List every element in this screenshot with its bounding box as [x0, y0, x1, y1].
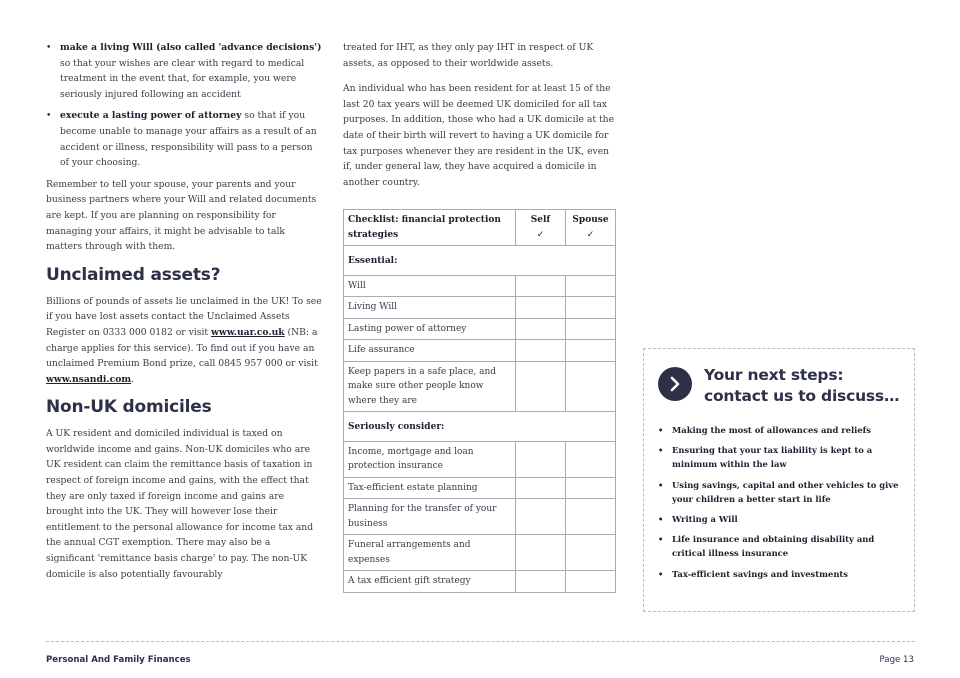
footer-divider	[46, 641, 915, 642]
checklist-item: Life assurance	[344, 340, 516, 362]
self-checkbox-cell[interactable]	[516, 275, 566, 297]
will-bullet-list	[46, 40, 322, 171]
remember-paragraph: Remember to tell your spouse, your parents and your business partners where your Will and related documents are kept. If you are planning on responsibility for managing your affairs, it might be advisable to talk matters through with them.	[46, 178, 317, 253]
section-row	[344, 246, 616, 276]
self-checkbox-cell[interactable]	[516, 499, 566, 535]
next-steps-box	[643, 348, 915, 612]
spouse-checkbox-cell[interactable]	[566, 340, 616, 362]
self-checkbox-cell[interactable]	[516, 477, 566, 499]
table-row	[344, 499, 616, 535]
checklist-item: Keep papers in a safe place, and make sure other people know where they are	[344, 361, 516, 412]
non-uk-domiciles-heading: Non-UK domiciles	[46, 397, 212, 418]
text-span: .	[131, 373, 134, 385]
checklist-item: Will	[344, 275, 516, 297]
middle-column	[343, 40, 618, 190]
list-item: • Writing a Will	[658, 512, 900, 526]
footer-title: Personal And Family Finances	[46, 655, 191, 665]
table-row	[344, 361, 616, 412]
self-label: Self	[530, 215, 551, 225]
self-checkbox-cell[interactable]	[516, 318, 566, 340]
spouse-checkbox-cell[interactable]	[566, 441, 616, 477]
checklist-item: Lasting power of attorney	[344, 318, 516, 340]
self-checkbox-cell[interactable]	[516, 297, 566, 319]
table-row	[344, 441, 616, 477]
text-span: (NB: a charge applies for this service). To find out if you have an unclaimed Premium Bond prize, call 0845 957 000 or visit	[46, 326, 318, 370]
page-number: Page 13	[879, 655, 914, 665]
text-span: Billions of pounds of assets lie unclaimed in the UK! To see if you have lost assets contact the Unclaimed Assets Register on 0333 000 0182 or visit	[46, 295, 322, 338]
bullet-bold-text: execute a lasting power of attorney	[60, 110, 242, 122]
list-item: • Using savings, capital and other vehicles to give your children a better start in life	[658, 478, 900, 506]
checklist-item: Tax-efficient estate planning	[344, 477, 516, 499]
spouse-column-header	[566, 210, 616, 246]
unclaimed-assets-heading: Unclaimed assets?	[46, 264, 221, 285]
spouse-checkbox-cell[interactable]	[566, 275, 616, 297]
list-item: • Life insurance and obtaining disability and critical illness insurance	[658, 532, 900, 560]
spouse-checkbox-cell[interactable]	[566, 318, 616, 340]
self-checkbox-cell[interactable]	[516, 441, 566, 477]
next-steps-title	[704, 365, 899, 407]
next-steps-title-line1: Your next steps:	[704, 366, 844, 384]
list-item	[46, 40, 322, 102]
section-row	[344, 412, 616, 442]
left-column	[46, 40, 322, 582]
list-item: • Making the most of allowances and reliefs	[658, 423, 900, 437]
bullet-text: so that if you become unable to manage your affairs as a result of an accident or illness, responsibility will pass to a person of your choosing.	[60, 110, 317, 169]
checklist-item: A tax efficient gift strategy	[344, 571, 516, 593]
bullet-text: so that your wishes are clear with regard to medical treatment in the event that, for example, you were seriously injured following an accident	[60, 57, 305, 100]
checklist-header: Checklist: financial protection strategies	[344, 210, 516, 246]
checklist-item: Funeral arrangements and expenses	[344, 535, 516, 571]
table-header-row	[344, 210, 616, 246]
spouse-checkbox-cell[interactable]	[566, 477, 616, 499]
checklist-item: Planning for the transfer of your business	[344, 499, 516, 535]
table-row	[344, 340, 616, 362]
list-item: • Tax-efficient savings and investments	[658, 567, 900, 581]
domicile-paragraph: An individual who has been resident for at least 15 of the last 20 tax years will be deemed UK domiciled for all tax purposes. In addition, those who had a UK domicile at the date of their birth will revert to having a UK domicile for tax purposes whenever they are resident in the UK, even if, under general law, they have acquired a domicile in another country.	[343, 83, 615, 188]
financial-protection-checklist	[343, 209, 616, 593]
spouse-checkbox-cell[interactable]	[566, 361, 616, 412]
spouse-checkbox-cell[interactable]	[566, 499, 616, 535]
table-row	[344, 297, 616, 319]
unclaimed-assets-paragraph	[46, 294, 322, 388]
spouse-checkbox-cell[interactable]	[566, 535, 616, 571]
bullet-bold-text: make a living Will (also called 'advance decisions')	[60, 42, 322, 53]
self-checkbox-cell[interactable]	[516, 340, 566, 362]
section-seriously-consider: Seriously consider:	[344, 412, 616, 442]
iht-paragraph: treated for IHT, as they only pay IHT in respect of UK assets, as opposed to their worldwide assets.	[343, 42, 594, 69]
self-checkbox-cell[interactable]	[516, 535, 566, 571]
next-steps-title-line2: contact us to discuss…	[704, 387, 900, 405]
self-checkbox-cell[interactable]	[516, 571, 566, 593]
tick-icon: ✓	[536, 229, 545, 240]
uar-link[interactable]: www.uar.co.uk	[211, 326, 285, 338]
list-item: • Ensuring that your tax liability is kept to a minimum within the law	[658, 443, 900, 471]
next-steps-header	[658, 365, 900, 407]
table-row	[344, 318, 616, 340]
self-checkbox-cell[interactable]	[516, 361, 566, 412]
nsandi-link[interactable]: www.nsandi.com	[46, 373, 132, 385]
list-item	[46, 108, 322, 170]
spouse-label: Spouse	[572, 215, 609, 225]
checklist-item: Income, mortgage and loan protection insurance	[344, 441, 516, 477]
next-steps-list	[658, 423, 900, 581]
spouse-checkbox-cell[interactable]	[566, 297, 616, 319]
table-row	[344, 275, 616, 297]
spouse-checkbox-cell[interactable]	[566, 571, 616, 593]
self-column-header	[516, 210, 566, 246]
tick-icon: ✓	[586, 229, 595, 240]
table-row	[344, 535, 616, 571]
non-uk-paragraph: A UK resident and domiciled individual is taxed on worldwide income and gains. Non-UK domiciles who are UK resident can claim the remittance basis of taxation in respect of foreign income and gains, with the effect that they are only taxed if foreign income and gains are brought into the UK. They will however lose their entitlement to the personal allowance for income tax and the annual CGT exemption. There may also be a significant 'remittance basis charge' to pay. The non-UK domicile is also potentially favourably	[46, 428, 314, 580]
section-essential: Essential:	[344, 246, 616, 276]
checklist-item: Living Will	[344, 297, 516, 319]
chevron-right-icon	[658, 367, 692, 401]
table-row	[344, 477, 616, 499]
table-row	[344, 571, 616, 593]
